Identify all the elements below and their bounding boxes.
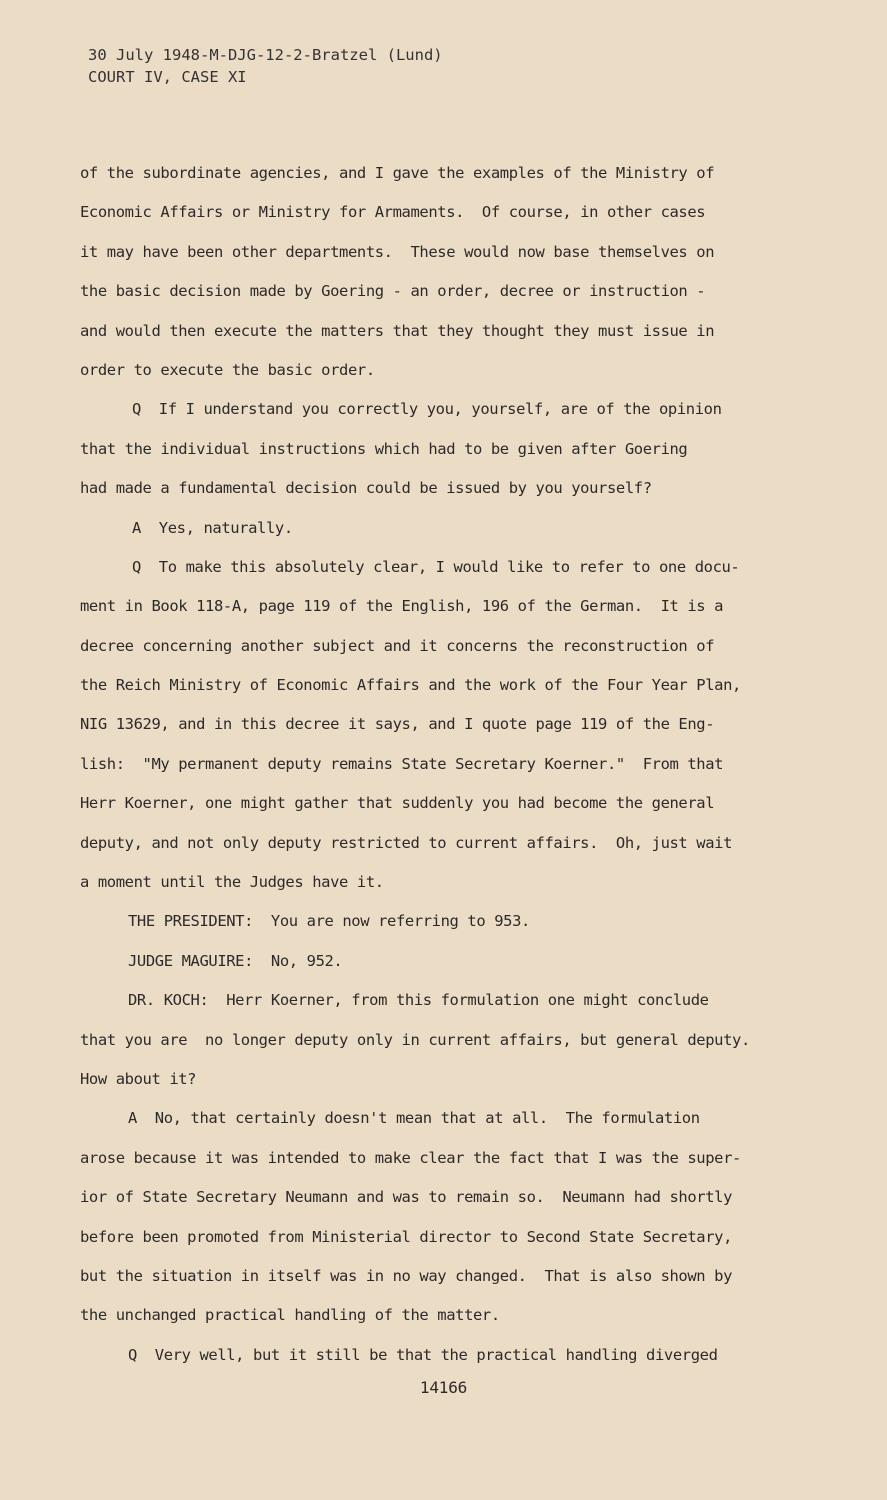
transcript-line: deputy, and not only deputy restricted to current affairs. Oh, just wait: [80, 833, 733, 852]
transcript-line: DR. KOCH: Herr Koerner, from this formulation one might conclude: [128, 991, 709, 1010]
transcript-line: NIG 13629, and in this decree it says, and I quote page 119 of the Eng-: [80, 715, 715, 734]
transcript-line: and would then execute the matters that they thought they must issue in: [80, 321, 715, 340]
transcript-line: Q Very well, but it still be that the practical handling diverged: [128, 1345, 718, 1364]
transcript-line: ior of State Secretary Neumann and was to remain so. Neumann had shortly: [80, 1188, 733, 1207]
transcript-line: Q To make this absolutely clear, I would like to refer to one docu-: [132, 557, 740, 576]
transcript-line: order to execute the basic order.: [80, 360, 375, 379]
transcript-line: of the subordinate agencies, and I gave the examples of the Ministry of: [80, 164, 715, 182]
transcript-line: decree concerning another subject and it concerns the reconstruction of: [80, 636, 715, 655]
transcript-line: the basic decision made by Goering - an order, decree or instruction -: [80, 282, 706, 301]
transcript-line: JUDGE MAGUIRE: No, 952.: [128, 951, 343, 970]
transcript-line: but the situation in itself was in no way changed. That is also shown by: [80, 1266, 733, 1285]
transcript-line: Q If I understand you correctly you, yourself, are of the opinion: [132, 400, 722, 419]
transcript-line: lish: "My permanent deputy remains State Secretary Koerner." From that: [80, 754, 724, 773]
transcript-line: before been promoted from Ministerial director to Second State Secretary,: [80, 1227, 733, 1246]
transcript-line: ment in Book 118-A, page 119 of the English, 196 of the German. It is a: [80, 597, 724, 616]
transcript-line: the Reich Ministry of Economic Affairs and the work of the Four Year Plan,: [80, 676, 741, 695]
transcript-line: A Yes, naturally.: [132, 518, 293, 537]
transcript-line: THE PRESIDENT: You are now referring to 953.: [128, 912, 530, 931]
transcript-line: that the individual instructions which had to be given after Goering: [80, 439, 688, 458]
page-number: 14166: [419, 1378, 468, 1397]
transcript-body: [80, 154, 810, 1375]
transcript-line: it may have been other departments. These would now base themselves on: [80, 242, 715, 261]
transcript-line: Herr Koerner, one might gather that suddenly you had become the general: [80, 794, 715, 813]
transcript-line: had made a fundamental decision could be issued by you yourself?: [80, 479, 652, 498]
header-date-line: 30 July 1948-M-DJG-12-2-Bratzel (Lund): [88, 46, 443, 64]
transcript-line: A No, that certainly doesn't mean that at all. The formulation: [128, 1109, 700, 1128]
document-header: [88, 44, 443, 88]
header-court-line: COURT IV, CASE XI: [88, 68, 247, 86]
transcript-line: arose because it was intended to make clear the fact that I was the super-: [80, 1148, 741, 1167]
transcript-line: that you are no longer deputy only in current affairs, but general deputy.: [80, 1030, 750, 1049]
transcript-line: the unchanged practical handling of the matter.: [80, 1306, 500, 1325]
transcript-line: a moment until the Judges have it.: [80, 873, 384, 892]
transcript-line: Economic Affairs or Ministry for Armaments. Of course, in other cases: [80, 203, 706, 222]
transcript-line: How about it?: [80, 1069, 197, 1088]
